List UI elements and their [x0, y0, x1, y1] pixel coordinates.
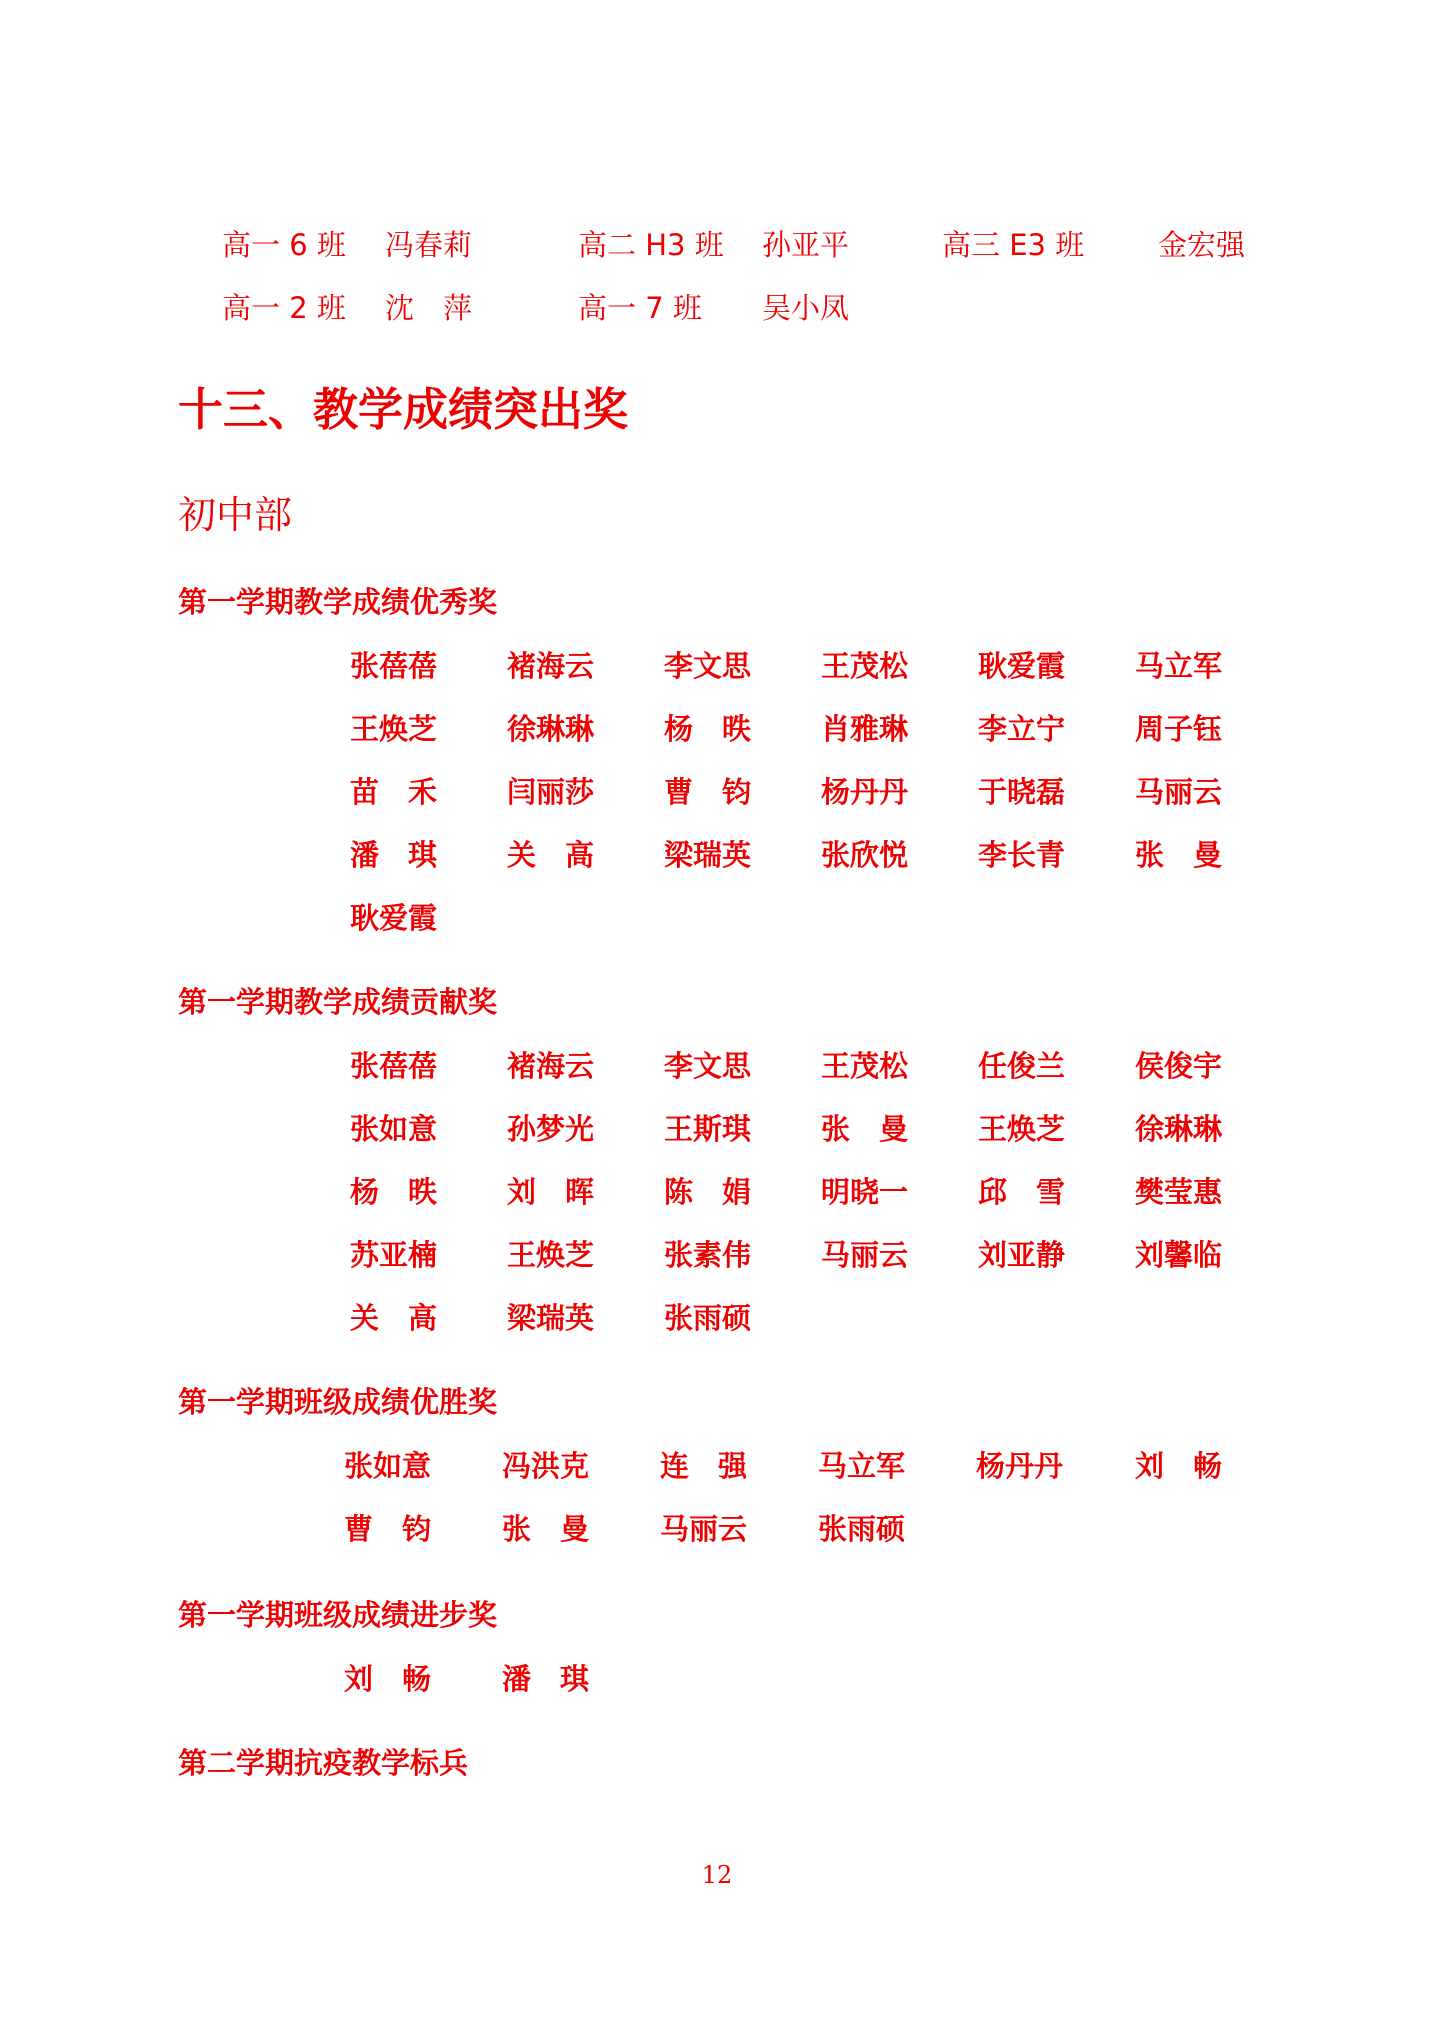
- name-row: [0, 898, 1434, 948]
- name: 马丽云: [1135, 775, 1223, 809]
- teacher-name: 孙亚平: [762, 228, 850, 262]
- page-number: 12: [701, 1861, 733, 1889]
- name: 刘 畅: [1135, 1449, 1223, 1483]
- name-row: [0, 835, 1434, 885]
- name: 樊莹惠: [1135, 1175, 1223, 1209]
- name: 杨 昳: [664, 712, 752, 746]
- class-name: 高三 E3 班: [942, 228, 1085, 262]
- department-title: 初中部: [178, 493, 293, 537]
- award-title: 第一学期班级成绩优胜奖: [178, 1385, 498, 1419]
- name-row: [0, 1659, 1434, 1709]
- name: 张蓓蓓: [350, 649, 438, 683]
- name: 李长青: [978, 838, 1066, 872]
- name: 苗 禾: [350, 775, 438, 809]
- class-name: 高一 2 班: [222, 291, 346, 325]
- teacher-name: 吴小凤: [762, 291, 850, 325]
- name: 关 高: [507, 838, 595, 872]
- name-row: [0, 1509, 1434, 1559]
- name: 王焕芝: [350, 712, 438, 746]
- name: 王茂松: [821, 1049, 909, 1083]
- name: 周子钰: [1135, 712, 1223, 746]
- name: 张 曼: [1135, 838, 1223, 872]
- name-row: [0, 1109, 1434, 1159]
- name: 马丽云: [821, 1238, 909, 1272]
- class-name: 高一 7 班: [578, 291, 702, 325]
- name-row: [0, 1172, 1434, 1222]
- name: 任俊兰: [978, 1049, 1066, 1083]
- name-row: [0, 1046, 1434, 1096]
- name: 潘 琪: [502, 1662, 590, 1696]
- class-teacher-row: [0, 225, 1434, 275]
- name-row: [0, 772, 1434, 822]
- name-row: [0, 709, 1434, 759]
- name: 刘亚静: [978, 1238, 1066, 1272]
- name: 王焕芝: [978, 1112, 1066, 1146]
- name: 张 曼: [821, 1112, 909, 1146]
- name: 马立军: [1135, 649, 1223, 683]
- name: 张蓓蓓: [350, 1049, 438, 1083]
- name: 马立军: [818, 1449, 906, 1483]
- name: 陈 娟: [664, 1175, 752, 1209]
- name: 曹 钧: [344, 1512, 432, 1546]
- name: 徐琳琳: [507, 712, 595, 746]
- name: 冯洪克: [502, 1449, 590, 1483]
- name: 杨 昳: [350, 1175, 438, 1209]
- name: 张如意: [344, 1449, 432, 1483]
- name: 徐琳琳: [1135, 1112, 1223, 1146]
- name-row: [0, 1446, 1434, 1496]
- name: 侯俊宇: [1135, 1049, 1223, 1083]
- name: 张如意: [350, 1112, 438, 1146]
- name: 肖雅琳: [821, 712, 909, 746]
- name: 张雨硕: [818, 1512, 906, 1546]
- name: 张欣悦: [821, 838, 909, 872]
- award-title: 第一学期班级成绩进步奖: [178, 1598, 498, 1632]
- class-teacher-row: [0, 288, 1434, 338]
- teacher-name: 金宏强: [1158, 228, 1246, 262]
- name: 曹 钧: [664, 775, 752, 809]
- name: 孙梦光: [507, 1112, 595, 1146]
- name: 张雨硕: [664, 1301, 752, 1335]
- teacher-name: 冯春莉: [385, 228, 473, 262]
- name: 耿爱霞: [978, 649, 1066, 683]
- award-title: 第二学期抗疫教学标兵: [178, 1746, 469, 1780]
- teacher-name: 沈 萍: [385, 291, 473, 325]
- class-name: 高一 6 班: [222, 228, 346, 262]
- name: 明晓一: [821, 1175, 909, 1209]
- award-title: 第一学期教学成绩贡献奖: [178, 985, 498, 1019]
- name: 王焕芝: [507, 1238, 595, 1272]
- name: 李立宁: [978, 712, 1066, 746]
- name: 马丽云: [660, 1512, 748, 1546]
- name: 褚海云: [507, 1049, 595, 1083]
- name-row: [0, 646, 1434, 696]
- name: 王茂松: [821, 649, 909, 683]
- name: 刘 畅: [344, 1662, 432, 1696]
- name: 刘馨临: [1135, 1238, 1223, 1272]
- name: 耿爱霞: [350, 901, 438, 935]
- section-title: 十三、教学成绩突出奖: [178, 383, 629, 436]
- class-name: 高二 H3 班: [578, 228, 724, 262]
- name: 梁瑞英: [507, 1301, 595, 1335]
- name: 潘 琪: [350, 838, 438, 872]
- name: 李文思: [664, 1049, 752, 1083]
- name: 杨丹丹: [976, 1449, 1064, 1483]
- name: 梁瑞英: [664, 838, 752, 872]
- name: 杨丹丹: [821, 775, 909, 809]
- name: 闫丽莎: [507, 775, 595, 809]
- name: 于晓磊: [978, 775, 1066, 809]
- name: 褚海云: [507, 649, 595, 683]
- name: 李文思: [664, 649, 752, 683]
- name: 关 高: [350, 1301, 438, 1335]
- name: 邱 雪: [978, 1175, 1066, 1209]
- name: 刘 晖: [507, 1175, 595, 1209]
- award-title: 第一学期教学成绩优秀奖: [178, 585, 498, 619]
- name-row: [0, 1235, 1434, 1285]
- name: 张素伟: [664, 1238, 752, 1272]
- name: 苏亚楠: [350, 1238, 438, 1272]
- name: 连 强: [660, 1449, 748, 1483]
- name-row: [0, 1298, 1434, 1348]
- name: 王斯琪: [664, 1112, 752, 1146]
- name: 张 曼: [502, 1512, 590, 1546]
